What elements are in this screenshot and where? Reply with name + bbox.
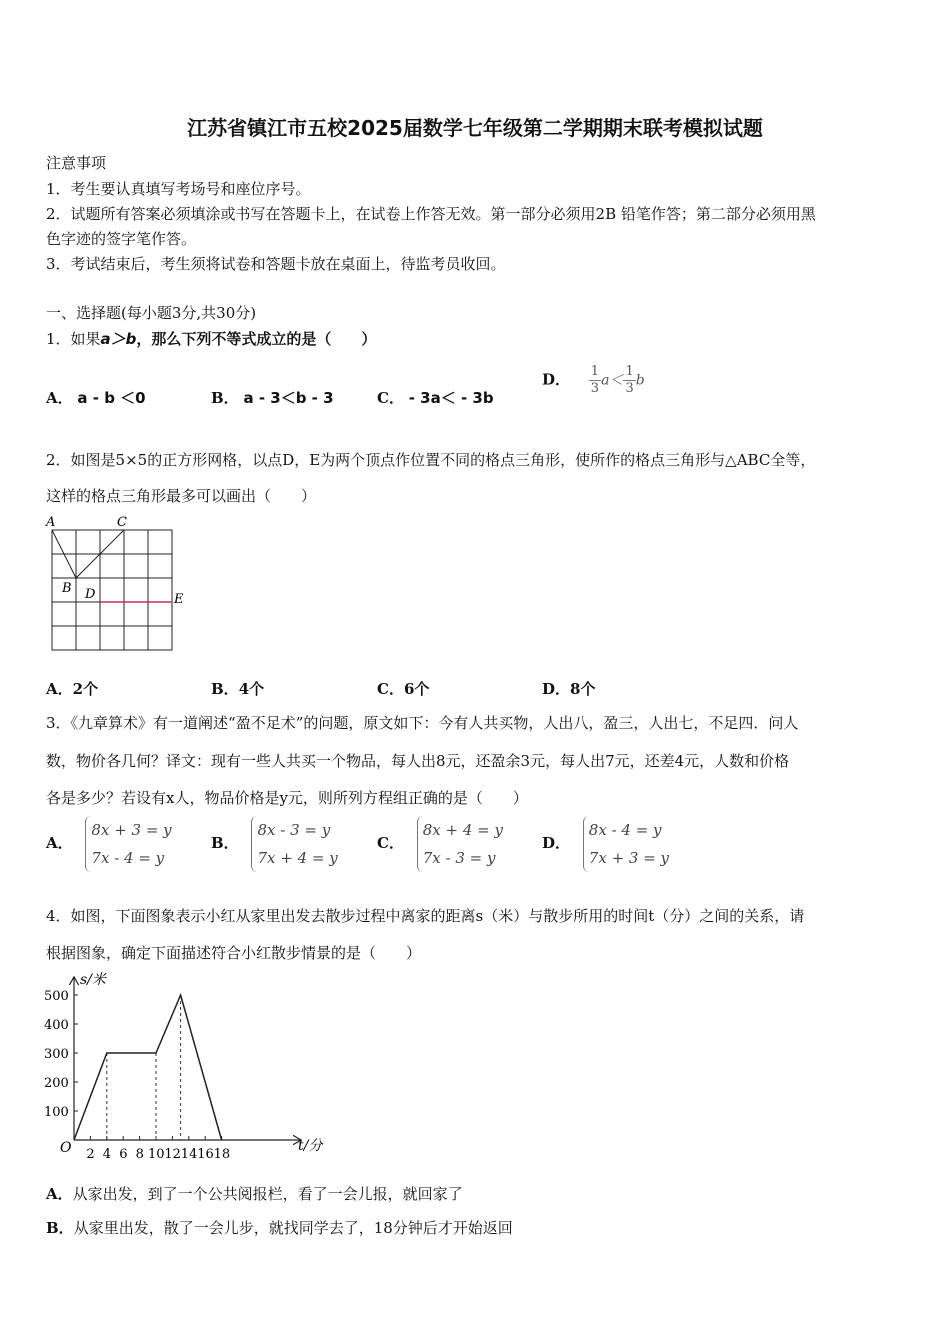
option-label: D． — [542, 680, 571, 698]
notice-item: 色字迹的签字笔作答。 — [46, 230, 197, 248]
fraction-numerator: 1 — [590, 364, 600, 379]
point-label-e: E — [174, 592, 184, 607]
equation: 8x - 3 = y — [257, 821, 331, 839]
point-label-a: A — [46, 515, 56, 530]
option-text: 6个 — [403, 680, 430, 698]
section-heading: 一、选择题(每小题3分,共30分) — [46, 304, 257, 322]
q3-option-a[interactable] — [46, 816, 172, 872]
q3-option-d[interactable] — [542, 816, 669, 872]
question-3-line: 各是多少？若设有x人，物品价格是y元，则所列方程组正确的是（ ） — [46, 789, 528, 807]
option-label: C． — [377, 389, 404, 407]
option-text: 从家出发，到了一个公共阅报栏，看了一会儿报，就回家了 — [72, 1185, 463, 1203]
option-label: B． — [46, 1219, 74, 1237]
page-title: 江苏省镇江市五校2025届数学七年级第二学期期末联考模拟试题 — [187, 116, 763, 140]
q3-option-c[interactable] — [377, 816, 503, 872]
notice-item: 1．考生要认真填写考场号和座位序号。 — [46, 180, 311, 198]
distance-time-graph — [40, 966, 340, 1166]
option-text: 8个 — [570, 680, 596, 698]
option-label: C． — [377, 680, 404, 698]
x-tick-label: 16 — [197, 1147, 214, 1162]
q1-option-d[interactable] — [542, 364, 645, 397]
option-label: B． — [211, 389, 239, 407]
notice-item: 3．考试结束后，考生须将试卷和答题卡放在桌面上，待监考员收回。 — [46, 255, 506, 273]
equation: 8x + 3 = y — [91, 821, 172, 839]
equation: 7x + 3 = y — [588, 849, 670, 867]
x-axis-label: t/分 — [298, 1138, 323, 1154]
x-tick-label: 18 — [213, 1147, 231, 1162]
option-text: 2个 — [72, 680, 99, 698]
option-label: A． — [46, 680, 73, 698]
question-4-line: 4．如图，下面图象表示小红从家里出发去散步过程中离家的距离s（米）与散步所用的时间t（分）之间的关系，请 — [46, 907, 805, 925]
equation: 7x - 3 = y — [422, 849, 496, 867]
q2-option-b[interactable] — [211, 678, 264, 699]
fraction-numerator: 1 — [625, 364, 634, 379]
option-text: - 3a＜ - 3b — [408, 389, 494, 407]
x-tick-label: 10 — [148, 1147, 165, 1162]
grid-figure — [40, 510, 200, 655]
option-text: 从家里出发，散了一会儿步，就找同学去了，18分钟后才开始返回 — [73, 1219, 513, 1237]
q4-option-b[interactable] — [46, 1217, 513, 1238]
option-label: D． — [542, 834, 571, 852]
option-label: D． — [542, 370, 571, 389]
option-text: a - 3＜b - 3 — [243, 389, 334, 407]
q1-option-b[interactable] — [211, 387, 334, 408]
question-1-stem — [46, 328, 376, 349]
question-2-line: 这样的格点三角形最多可以画出（ ） — [46, 487, 317, 505]
y-axis-label: s/米 — [80, 972, 106, 988]
q2-option-c[interactable] — [377, 678, 429, 699]
y-tick-label: 200 — [44, 1076, 69, 1091]
option-label: A． — [46, 1185, 73, 1203]
equation: 8x - 4 = y — [588, 821, 662, 839]
fraction-denominator: 3 — [625, 381, 634, 396]
question-3-line: 3．《九章算术》有一道阐述“盈不足术”的问题，原文如下：今有人共买物，人出八，盈三，人出七，不足四．问人 — [46, 714, 799, 732]
option-label: C． — [377, 834, 404, 852]
q3-option-b[interactable] — [211, 816, 338, 872]
y-tick-label: 100 — [44, 1105, 69, 1120]
option-label: A． — [46, 834, 73, 852]
option-text: b — [635, 372, 645, 389]
y-tick-label: 300 — [44, 1047, 69, 1062]
x-tick-label: 12 — [164, 1147, 181, 1162]
option-label: A． — [46, 389, 73, 407]
option-label: B． — [211, 680, 239, 698]
point-label-c: C — [117, 515, 127, 530]
point-label-d: D — [85, 587, 96, 602]
q1-stem-part: ，那么下列不等式成立的是（ ） — [136, 330, 377, 348]
point-label-b: B — [62, 581, 72, 596]
q2-option-a[interactable] — [46, 678, 98, 699]
y-tick-label: 500 — [44, 989, 69, 1004]
equation: 7x + 4 = y — [257, 849, 338, 867]
option-text: a - b ＜0 — [77, 389, 146, 407]
origin-label: O — [60, 1140, 72, 1156]
equation: 8x + 4 = y — [422, 821, 503, 839]
option-text: a＜ — [601, 372, 624, 389]
q2-option-d[interactable] — [542, 678, 595, 699]
x-tick-label: 8 — [135, 1147, 144, 1162]
fraction-denominator: 3 — [590, 381, 600, 396]
question-3-line: 数，物价各几何？译文：现有一些人共买一个物品，每人出8元，还盈余3元，每人出7元，还差4元，人数和价格 — [46, 752, 790, 770]
question-2-line: 2．如图是5×5的正方形网格，以点D，E为两个顶点作位置不同的格点三角形，使所作的格点三角形与△ABC全等， — [46, 451, 816, 469]
q1-stem-part: 1．如果 — [46, 330, 101, 348]
notice-heading: 注意事项 — [46, 154, 107, 172]
option-text: 4个 — [238, 680, 265, 698]
q1-option-c[interactable] — [377, 387, 494, 408]
equation: 7x - 4 = y — [91, 849, 165, 867]
distance-line — [74, 995, 222, 1140]
option-label: B． — [211, 834, 239, 852]
y-tick-label: 400 — [44, 1018, 69, 1033]
question-4-line: 根据图象，确定下面描述符合小红散步情景的是（ ） — [46, 944, 422, 962]
q4-option-a[interactable] — [46, 1183, 463, 1204]
q1-option-a[interactable] — [46, 387, 146, 408]
x-tick-label: 2 — [86, 1147, 95, 1162]
notice-item: 2．试题所有答案必须填涂或书写在答题卡上，在试卷上作答无效。第一部分必须用2B 铅笔作答；第二部分必须用黑 — [46, 205, 816, 223]
x-tick-label: 14 — [180, 1147, 198, 1162]
q1-stem-math: a＞b — [100, 330, 137, 348]
x-tick-label: 6 — [119, 1147, 128, 1162]
x-tick-label: 4 — [102, 1147, 112, 1162]
